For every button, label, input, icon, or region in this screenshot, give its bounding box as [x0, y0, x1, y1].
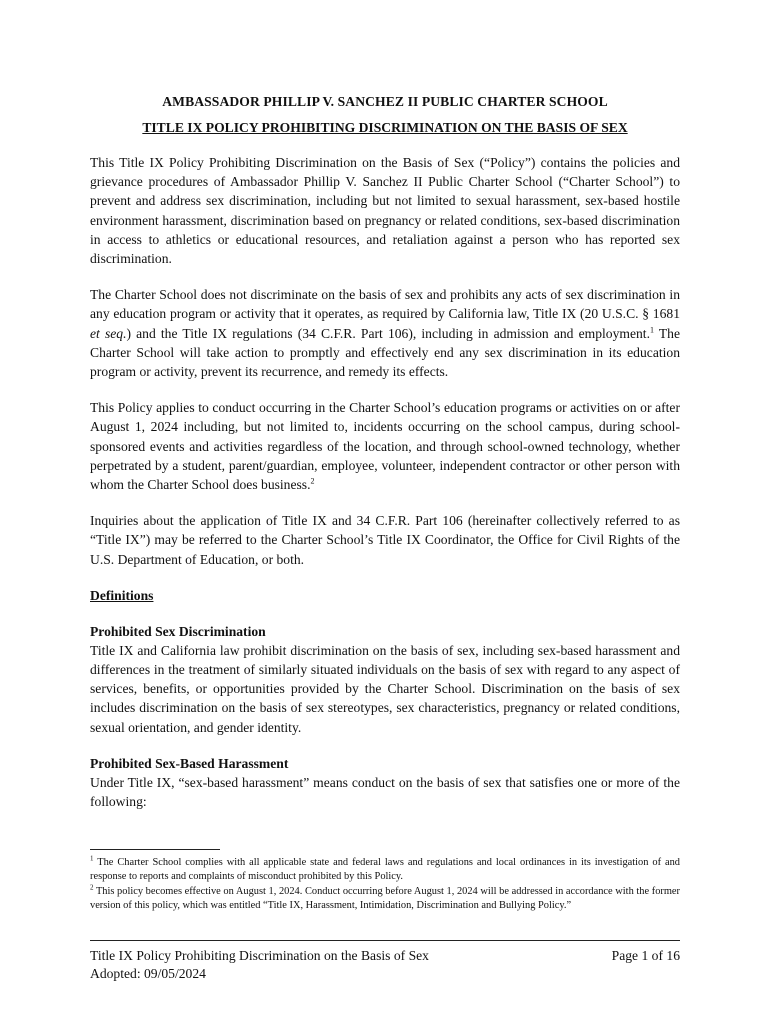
footnote-ref-2[interactable]: 2 [310, 476, 315, 486]
footnote-2-number: 2 [90, 883, 94, 892]
scope-paragraph [90, 398, 680, 494]
school-name: AMBASSADOR PHILLIP V. SANCHEZ II PUBLIC CHARTER SCHOOL [162, 94, 608, 109]
p2-et-seq: et seq. [90, 325, 127, 341]
page-footer [90, 940, 680, 983]
p3-text: This Policy applies to conduct occurring in the Charter School’s education programs or activities on or after August 1, 2024 including, but not limited to, incidents occurring on the school campus, during school-sponsored events and activities regardless of the location, and through school-owned technology, whether perpetrated by a student, parent/guardian, employee, volunteer, independent contractor or other person with whom the Charter School does business. [90, 400, 680, 493]
footnotes [90, 849, 680, 914]
p2-text-a: The Charter School does not discriminate on the basis of sex and prohibits any acts of sex discrimination in any education program or activity that it operates, as required by California law, Title IX (20 U.S.C. § 1681 [90, 287, 680, 322]
nondiscrimination-paragraph [90, 285, 680, 381]
policy-title: TITLE IX POLICY PROHIBITING DISCRIMINATION ON THE BASIS OF SEX [142, 120, 628, 135]
footer-adopted-date: Adopted: 09/05/2024 [90, 966, 206, 981]
inquiries-paragraph: Inquiries about the application of Title IX and 34 C.F.R. Part 106 (hereinafter collectively referred to as “Title IX”) may be referred to the Charter School’s Title IX Coordinator, the Office for Civil Rights of the U.S. Department of Education, or both. [90, 513, 680, 567]
page-content [90, 94, 680, 828]
footnote-2 [90, 885, 680, 914]
definitions-heading: Definitions [90, 587, 154, 603]
footnote-1-number: 1 [90, 854, 94, 863]
prohibited-harassment-heading: Prohibited Sex-Based Harassment [90, 755, 289, 771]
prohibited-sex-discrimination-text: Title IX and California law prohibit discrimination on the basis of sex, including sex-based harassment and differences in the treatment of similarly situated individuals on the basis of sex with regard to any aspect of services, benefits, or opportunities provided by the Charter School. Discrimination on the basis of sex includes discrimination on the basis of sex stereotypes, sex characteristics, pregnancy or related conditions, sexual orientation, and gender identity. [90, 642, 680, 735]
p2-text-c: The Charter School will take action to promptly and effectively end any sex discrimination in its education program or activity, prevent its recurrence, and remedy its effects. [90, 325, 680, 380]
footer-page-number: Page 1 of 16 [611, 948, 680, 963]
footnote-ref-1[interactable]: 1 [649, 325, 654, 335]
footnote-2-text: This policy becomes effective on August 1, 2024. Conduct occurring before August 1, 2024 will be addressed in accordance with the former version of this policy, which was entitled “Title IX, Harassment, Intimidation, Discrimination and Bullying Policy.” [90, 885, 680, 912]
footer-doc-title: Title IX Policy Prohibiting Discrimination on the Basis of Sex [90, 948, 429, 963]
footnote-1-text: The Charter School complies with all applicable state and federal laws and regulations and local ordinances in its investigation of and response to reports and complaints of misconduct prohibited by this Policy. [90, 857, 680, 883]
prohibited-sex-discrimination-heading: Prohibited Sex Discrimination [90, 623, 266, 639]
intro-paragraph: This Title IX Policy Prohibiting Discrimination on the Basis of Sex (“Policy”) contains the policies and grievance procedures of Ambassador Phillip V. Sanchez II Public Charter School (“Charter School”) to prevent and address sex discrimination, including but not limited to sexual harassment, sex-based hostile environment harassment, discrimination based on pregnancy or related conditions, sex-based discrimination in access to athletics or educational resources, and retaliation against a person who has reported sex discrimination. [90, 155, 680, 267]
footnote-1 [90, 856, 680, 885]
footnote-divider [90, 849, 220, 850]
prohibited-harassment-text: Under Title IX, “sex-based harassment” means conduct on the basis of sex that satisfies one or more of the following: [90, 774, 680, 810]
p2-text-b: ) and the Title IX regulations (34 C.F.R. Part 106), including in admission and employment. [126, 325, 650, 341]
footer-adopted-row [90, 965, 680, 983]
footer-row [90, 947, 680, 965]
